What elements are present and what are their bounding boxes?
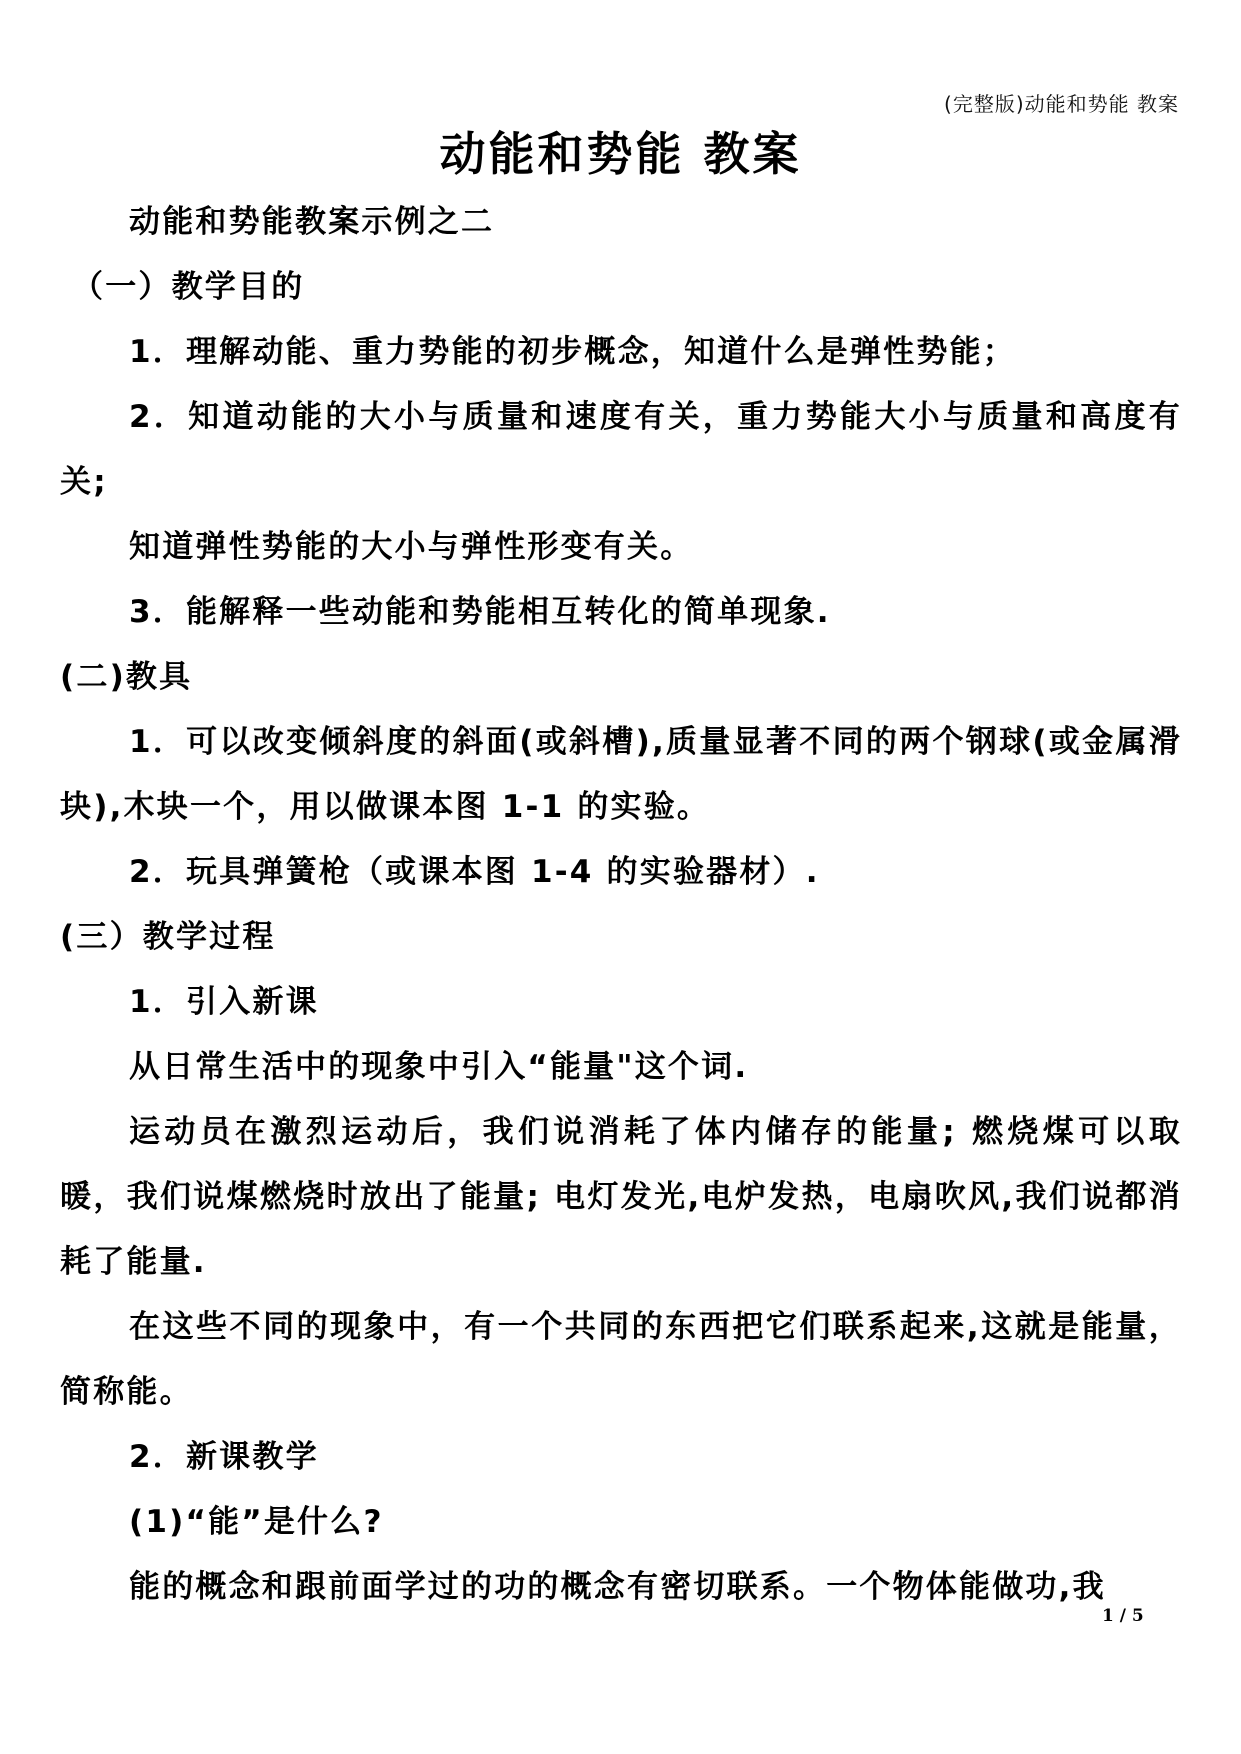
objective-3: 3．能解释一些动能和势能相互转化的简单现象. <box>129 594 831 630</box>
objective-2-note: 知道弹性势能的大小与弹性形变有关。 <box>129 529 694 565</box>
section-heading-process: (三）教学过程 <box>60 919 276 955</box>
process-step-2: 2．新课教学 <box>129 1439 319 1475</box>
objective-1: 1．理解动能、重力势能的初步概念，知道什么是弹性势能； <box>129 334 1016 370</box>
paragraph-examples: 运动员在激烈运动后，我们说消耗了体内储存的能量; 燃烧煤可以取暖，我们说煤燃烧时放出了能量; 电灯发光,电炉发热，电扇吹风,我们说都消耗了能量. <box>60 1114 1182 1280</box>
equipment-1: 1．可以改变倾斜度的斜面(或斜槽),质量显著不同的两个钢球(或金属滑块),木块一个，用以做课本图 1-1 的实验。 <box>60 724 1182 825</box>
objective-2: 2．知道动能的大小与质量和速度有关，重力势能大小与质量和高度有关; <box>60 399 1182 500</box>
process-step-1: 1．引入新课 <box>129 984 319 1020</box>
section-heading-objectives: （一）教学目的 <box>72 269 305 305</box>
section-heading-equipment: (二)教具 <box>60 659 193 695</box>
paragraph-energy-work: 能的概念和跟前面学过的功的概念有密切联系。一个物体能做功,我 <box>129 1569 1106 1605</box>
page-number: 1 / 5 <box>1102 1606 1144 1626</box>
document-body <box>60 190 1182 1620</box>
subtitle: 动能和势能教案示例之二 <box>129 204 495 240</box>
running-header: (完整版)动能和势能 教案 <box>944 92 1179 116</box>
paragraph-common-thing: 在这些不同的现象中，有一个共同的东西把它们联系起来,这就是能量，简称能。 <box>60 1309 1182 1410</box>
question-what-is-energy: (1)“能”是什么? <box>129 1504 384 1540</box>
equipment-2: 2．玩具弹簧枪（或课本图 1-4 的实验器材）. <box>129 854 820 890</box>
document-title: 动能和势能 教案 <box>439 127 802 181</box>
paragraph-intro-energy: 从日常生活中的现象中引入“能量"这个词. <box>129 1049 749 1085</box>
